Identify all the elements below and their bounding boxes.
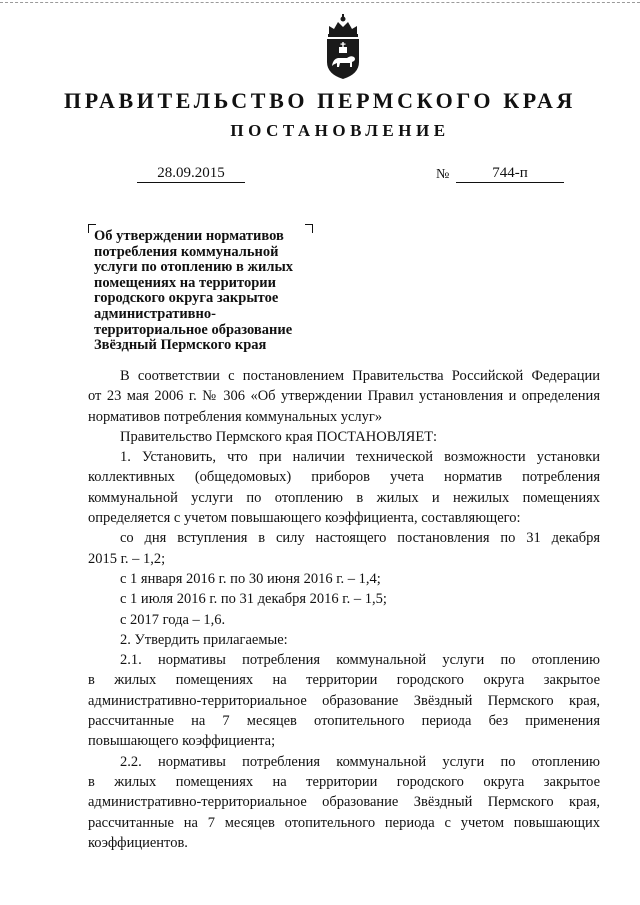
paragraph-item-2-1-line: административно-территориальное образование Звёздный Пермского края, [88, 692, 600, 709]
perm-krai-coat-of-arms-icon [323, 14, 363, 80]
paragraph-item-1-line: коллективных (общедомовых) приборов учета норматив потребления [88, 469, 600, 486]
subject-line: городского округа закрытое [94, 290, 279, 307]
decree-date: 28.09.2015 [137, 165, 245, 183]
paragraph-item-2-1-line: в жилых помещениях на территории городского округа закрытое [88, 672, 600, 689]
paragraph-preamble-line: В соответствии с постановлением Правительства Российской Федерации [120, 368, 600, 384]
decree-number: 744-п [456, 165, 564, 183]
paragraph-coef-4: с 2017 года – 1,6. [120, 611, 226, 628]
document-type-title: ПОСТАНОВЛЕНИЕ [230, 121, 450, 140]
paragraph-item-2-1-line: повышающего коэффициента; [88, 733, 276, 750]
paragraph-resolves: Правительство Пермского края ПОСТАНОВЛЯЕТ: [120, 428, 438, 445]
paragraph-item-1-line: 1. Установить, что при наличии технической возможности установки [120, 449, 600, 466]
paragraph-item-2-2-line: в жилых помещениях на территории городского округа закрытое [88, 773, 600, 790]
paragraph-item-1-line: коммунальной услуги по отоплению в жилых и нежилых помещениях [88, 489, 600, 506]
subject-line: Об утверждении нормативов [94, 228, 284, 244]
paragraph-coef-2: с 1 января 2016 г. по 30 июня 2016 г. – 1,4; [120, 570, 381, 587]
paragraph-item-2-2-line: коэффициентов. [88, 834, 188, 851]
subject-line: потребления коммунальной [94, 243, 279, 260]
paragraph-item-2-2-line: рассчитанные на 7 месяцев отопительного периода с учетом повышающих [88, 814, 600, 831]
subject-line: территориальное образование [94, 321, 293, 338]
subject-line: административно- [94, 305, 216, 322]
subject-line: услуги по отоплению в жилых [94, 259, 294, 276]
number-sign: № [436, 167, 450, 182]
decree-body [88, 366, 600, 853]
paragraph-item-1-line: определяется с учетом повышающего коэффициента, составляющего: [88, 510, 521, 527]
paragraph-preamble-line: от 23 мая 2006 г. № 306 «Об утверждении Правил установления и определения [88, 388, 600, 405]
decree-subject [94, 229, 324, 354]
paragraph-coef-1-line: со дня вступления в силу настоящего постановления по 31 декабря [120, 530, 600, 547]
paragraph-item-2: 2. Утвердить прилагаемые: [120, 631, 288, 648]
subject-line: помещениях на территории [94, 274, 276, 291]
paragraph-item-2-2-line: 2.2. нормативы потребления коммунальной услуги по отоплению [120, 753, 600, 770]
scan-top-edge [0, 2, 640, 3]
paragraph-preamble-line: нормативов потребления коммунальных услуг» [88, 408, 383, 425]
paragraph-item-2-2-line: административно-территориальное образование Звёздный Пермского края, [88, 794, 600, 811]
paragraph-item-2-1-line: 2.1. нормативы потребления коммунальной услуги по отоплению [120, 652, 600, 669]
paragraph-item-2-1-line: рассчитанные на 7 месяцев отопительного периода без применения [88, 713, 600, 730]
government-title: ПРАВИТЕЛЬСТВО ПЕРМСКОГО КРАЯ [64, 88, 576, 113]
paragraph-coef-3: с 1 июля 2016 г. по 31 декабря 2016 г. – 1,5; [120, 591, 387, 608]
paragraph-coef-1-line: 2015 г. – 1,2; [88, 550, 166, 567]
subject-line: Звёздный Пермского края [94, 337, 267, 354]
